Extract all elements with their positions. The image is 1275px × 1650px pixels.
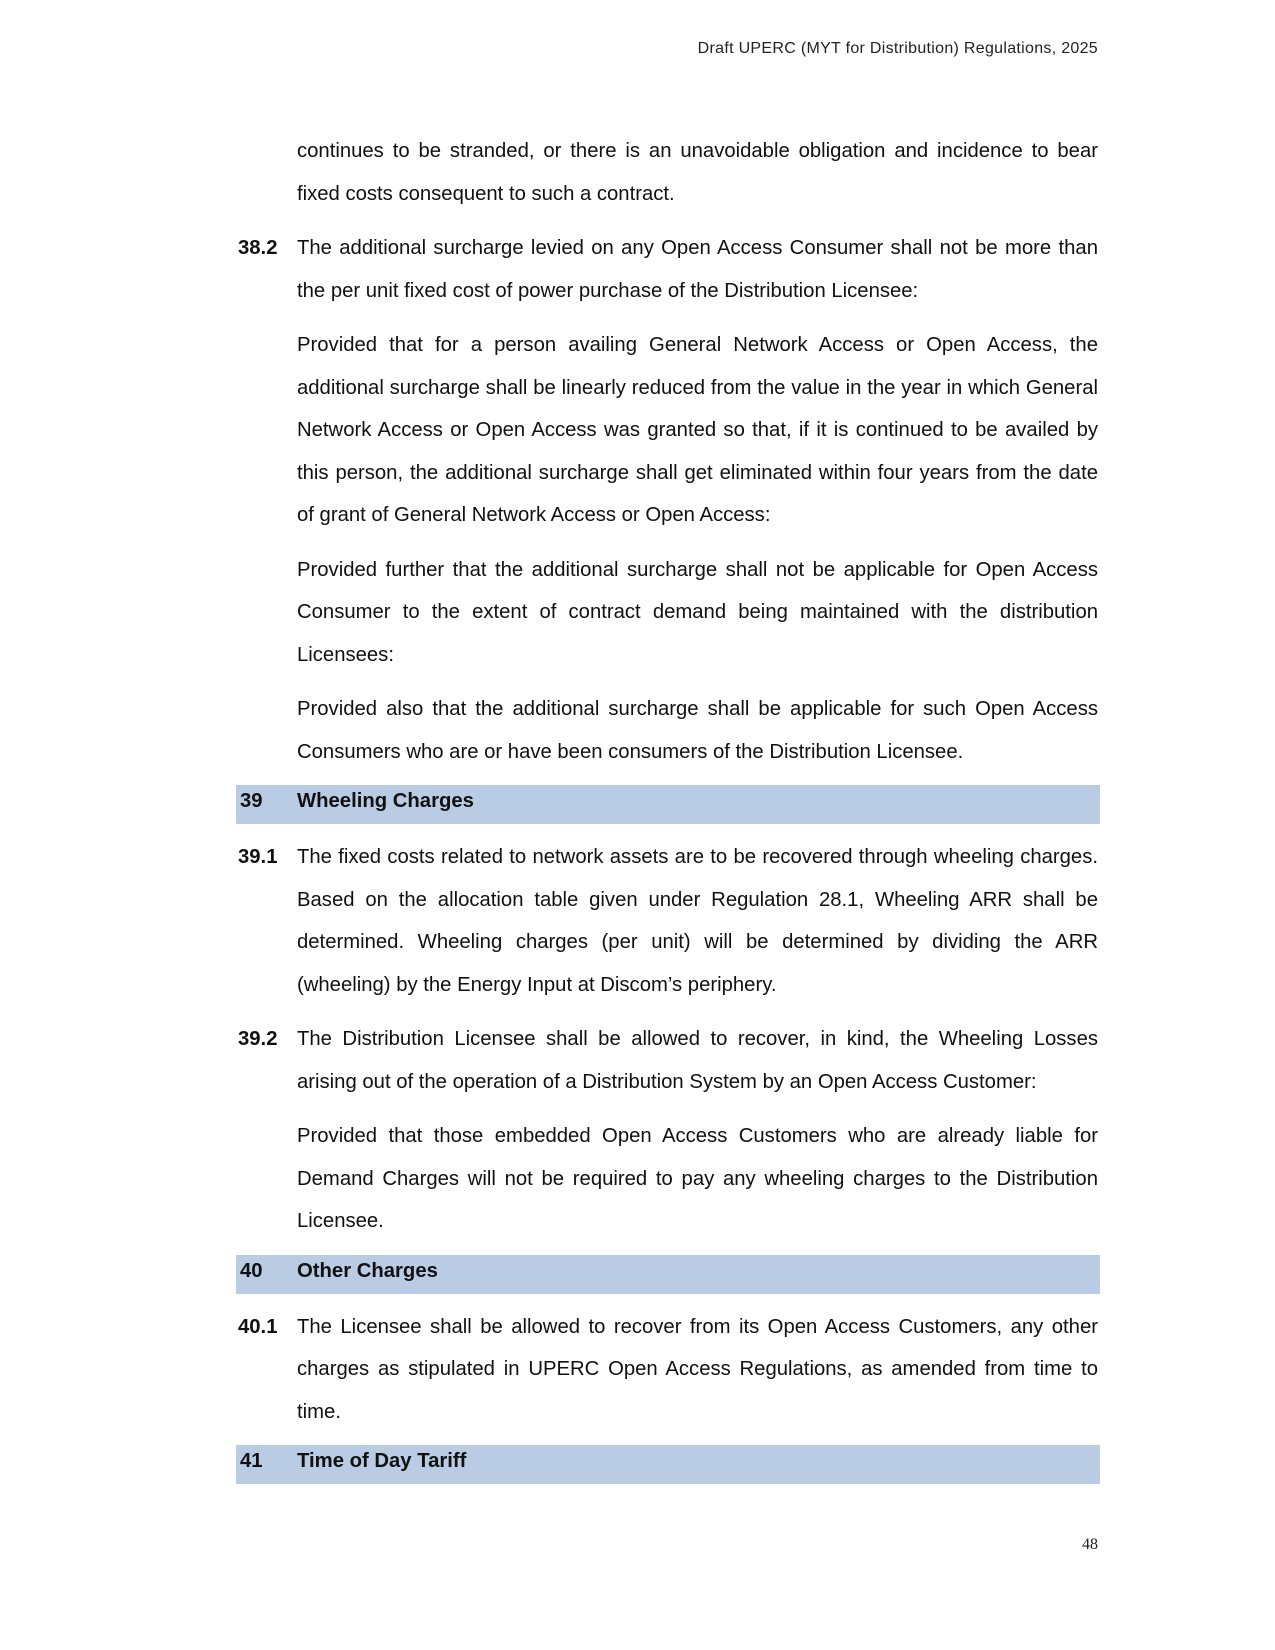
clause-39-2 bbox=[238, 1018, 1098, 1103]
paragraph-text: Provided also that the additional surcharge shall be applicable for such Open Access Consumers who are or have been consumers of the Distribution Licensee. bbox=[297, 698, 1098, 763]
clause-38-2 bbox=[238, 227, 1098, 312]
paragraph-text: Provided further that the additional surcharge shall not be applicable for Open Access Consumer to the extent of contract demand being maintained with the distribution Licensees: bbox=[297, 558, 1098, 666]
paragraph-text: Provided that those embedded Open Access Customers who are already liable for Demand Charges will not be required to pay any wheeling charges to the Distribution Licensee. bbox=[297, 1125, 1098, 1232]
clause-number: 40.1 bbox=[238, 1315, 278, 1338]
section-title: Other Charges bbox=[297, 1259, 438, 1282]
section-number: 39 bbox=[240, 790, 263, 812]
clause-text: The Licensee shall be allowed to recover from its Open Access Customers, any other charges as stipulated in UPERC Open Access Regulations, as amended from time to time. bbox=[297, 1315, 1098, 1423]
clause-text: The Distribution Licensee shall be allowed to recover, in kind, the Wheeling Losses arising out of the operation of a Distribution System by an Open Access Customer: bbox=[297, 1028, 1098, 1093]
paragraph bbox=[238, 130, 1098, 215]
proviso-paragraph bbox=[238, 688, 1098, 773]
section-title: Wheeling Charges bbox=[297, 790, 474, 812]
paragraph-text: Provided that for a person availing General Network Access or Open Access, the additional surcharge shall be linearly reduced from the value in the year in which General Network Access or Open Access was granted so that, if it is continued to be availed by this person, the additional surcharge shall get eliminated within four years from the date of grant of General Network Access or Open Access: bbox=[297, 334, 1098, 526]
proviso-paragraph bbox=[238, 549, 1098, 677]
page-header: Draft UPERC (MYT for Distribution) Regulations, 2025 bbox=[697, 40, 1098, 57]
clause-39-1 bbox=[238, 836, 1098, 1006]
paragraph-text: continues to be stranded, or there is an unavoidable obligation and incidence to bear fixed costs consequent to such a contract. bbox=[297, 140, 1098, 205]
clause-number: 38.2 bbox=[238, 237, 278, 259]
page-number: 48 bbox=[1082, 1536, 1098, 1553]
section-number: 40 bbox=[240, 1259, 263, 1282]
document-body bbox=[238, 130, 1098, 1496]
section-heading-41 bbox=[236, 1445, 1100, 1484]
clause-40-1 bbox=[238, 1306, 1098, 1434]
proviso-paragraph bbox=[238, 324, 1098, 537]
section-heading-39 bbox=[236, 785, 1100, 824]
clause-text: The fixed costs related to network assets are to be recovered through wheeling charges. Based on the allocation table given under Regulation 28.1, Wheeling ARR shall be determined. Wheeling charges (per unit) will be determined by dividing the ARR (wheeling) by the Energy Input at Discom’s periphery. bbox=[297, 846, 1098, 996]
proviso-paragraph bbox=[238, 1115, 1098, 1243]
clause-number: 39.2 bbox=[238, 1028, 278, 1050]
clause-text: The additional surcharge levied on any Open Access Consumer shall not be more than the per unit fixed cost of power purchase of the Distribution Licensee: bbox=[297, 237, 1098, 302]
section-heading-40 bbox=[236, 1255, 1100, 1294]
section-number: 41 bbox=[240, 1450, 263, 1472]
clause-number: 39.1 bbox=[238, 846, 278, 868]
section-title: Time of Day Tariff bbox=[297, 1450, 467, 1472]
